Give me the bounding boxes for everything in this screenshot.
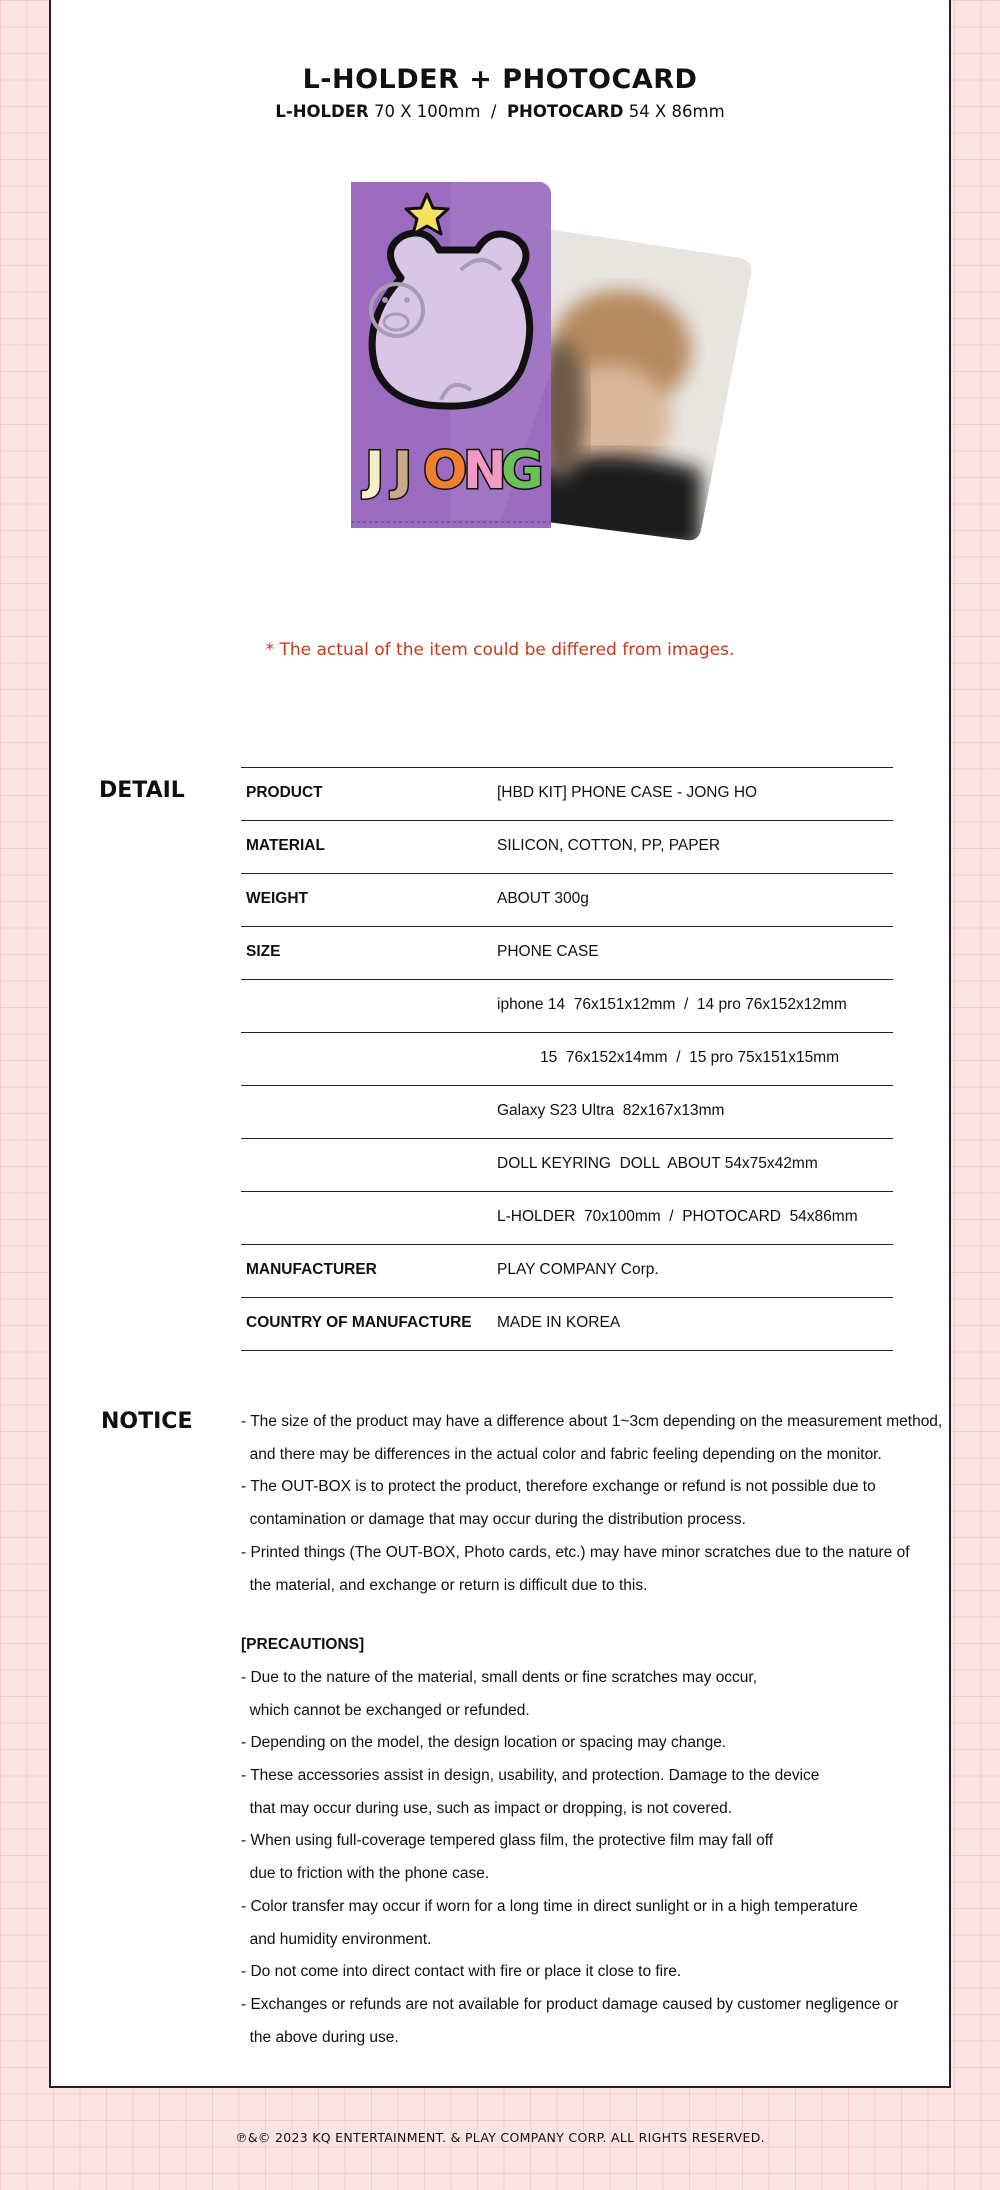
- precaution-line: due to friction with the phone case.: [241, 1865, 490, 1883]
- notice-line: contamination or damage that may occur during the distribution process.: [241, 1511, 746, 1529]
- precaution-line: that may occur during use, such as impact or dropping, is not covered.: [241, 1799, 733, 1817]
- table-row: [241, 1298, 893, 1351]
- precaution-line: - Do not come into direct contact with fire or place it close to fire.: [241, 1963, 682, 1981]
- detail-value: DOLL KEYRING DOLL ABOUT 54x75x42mm: [497, 1155, 818, 1172]
- precaution-line: - These accessories assist in design, usability, and protection. Damage to the device: [241, 1767, 820, 1785]
- notice-line: and there may be differences in the actual color and fabric feeling depending on the monitor.: [241, 1445, 882, 1463]
- lholder-size: 70 X 100mm: [373, 102, 481, 121]
- detail-value: SILICON, COTTON, PP, PAPER: [497, 837, 721, 854]
- notice-body: [241, 1406, 961, 2054]
- detail-value: [HBD KIT] PHONE CASE - JONG HO: [497, 784, 758, 801]
- image-disclaimer: * The actual of the item could be differed from images.: [265, 640, 735, 660]
- notice-line: - Printed things (The OUT-BOX, Photo cards, etc.) may have minor scratches due to the nature of: [241, 1543, 910, 1561]
- table-row: [241, 874, 893, 927]
- table-row: [241, 1245, 893, 1298]
- precaution-line: - Depending on the model, the design location or spacing may change.: [241, 1734, 727, 1752]
- notice-heading: NOTICE: [101, 1409, 193, 1434]
- table-row: [241, 1033, 893, 1086]
- precaution-line: - Due to the nature of the material, small dents or fine scratches may occur,: [241, 1668, 758, 1686]
- table-row: [241, 1139, 893, 1192]
- spacer: [241, 1602, 961, 1629]
- notice-line: - The size of the product may have a difference about 1~3cm depending on the measurement method,: [241, 1413, 943, 1430]
- precaution-line: and humidity environment.: [241, 1930, 432, 1948]
- detail-key: SIZE: [246, 943, 281, 960]
- detail-heading: DETAIL: [99, 778, 185, 803]
- product-title: L-HOLDER + PHOTOCARD: [302, 64, 698, 95]
- svg-text:J: J: [365, 441, 385, 501]
- precaution-line: - Color transfer may occur if worn for a long time in direct sunlight or in a high temperature: [241, 1897, 858, 1915]
- table-row: [241, 980, 893, 1033]
- table-row: [241, 768, 893, 821]
- table-row: [241, 821, 893, 874]
- precaution-line: - Exchanges or refunds are not available for product damage caused by customer negligence or: [241, 1995, 899, 2013]
- lholder-label: L-HOLDER: [275, 102, 369, 121]
- svg-text:O: O: [423, 441, 468, 501]
- product-info-card: [49, 0, 951, 2088]
- svg-text:G: G: [501, 441, 544, 501]
- detail-table: [241, 767, 893, 1351]
- lholder-image: [351, 182, 551, 528]
- detail-key: PRODUCT: [246, 784, 323, 801]
- detail-key: MANUFACTURER: [246, 1261, 377, 1278]
- detail-key: WEIGHT: [246, 890, 308, 907]
- detail-value: Galaxy S23 Ultra 82x167x13mm: [497, 1102, 725, 1119]
- detail-value: PLAY COMPANY Corp.: [497, 1261, 659, 1278]
- precautions-heading: [PRECAUTIONS]: [241, 1636, 365, 1654]
- detail-value: iphone 14 76x151x12mm / 14 pro 76x152x12mm: [497, 996, 847, 1013]
- photocard-label: PHOTOCARD: [506, 102, 624, 121]
- detail-value: L-HOLDER 70x100mm / PHOTOCARD 54x86mm: [497, 1208, 858, 1225]
- precaution-line: which cannot be exchanged or refunded.: [241, 1701, 530, 1719]
- svg-text:N: N: [463, 441, 507, 501]
- table-row: [241, 927, 893, 980]
- notice-line: - The OUT-BOX is to protect the product, therefore exchange or refund is not possible due to: [241, 1478, 876, 1496]
- photocard-size: 54 X 86mm: [628, 102, 725, 121]
- detail-value: 15 76x152x14mm / 15 pro 75x151x15mm: [497, 1049, 840, 1066]
- table-row: [241, 1086, 893, 1139]
- product-illustration: [301, 170, 761, 550]
- table-row: [241, 1192, 893, 1245]
- product-subtitle: [51, 102, 949, 121]
- detail-key: MATERIAL: [246, 837, 325, 854]
- svg-text:J: J: [393, 441, 413, 501]
- detail-value: ABOUT 300g: [497, 890, 589, 907]
- detail-value: MADE IN KOREA: [497, 1314, 621, 1331]
- precaution-line: - When using full-coverage tempered glass film, the protective film may fall off: [241, 1832, 774, 1850]
- copyright-footer: ℗&© 2023 KQ ENTERTAINMENT. & PLAY COMPANY CORP. ALL RIGHTS RESERVED.: [235, 2130, 765, 2145]
- notice-line: the material, and exchange or return is difficult due to this.: [241, 1576, 648, 1594]
- detail-key: COUNTRY OF MANUFACTURE: [246, 1314, 472, 1331]
- subtitle-separator: /: [490, 102, 497, 121]
- detail-value: PHONE CASE: [497, 943, 599, 960]
- precaution-line: the above during use.: [241, 2028, 399, 2046]
